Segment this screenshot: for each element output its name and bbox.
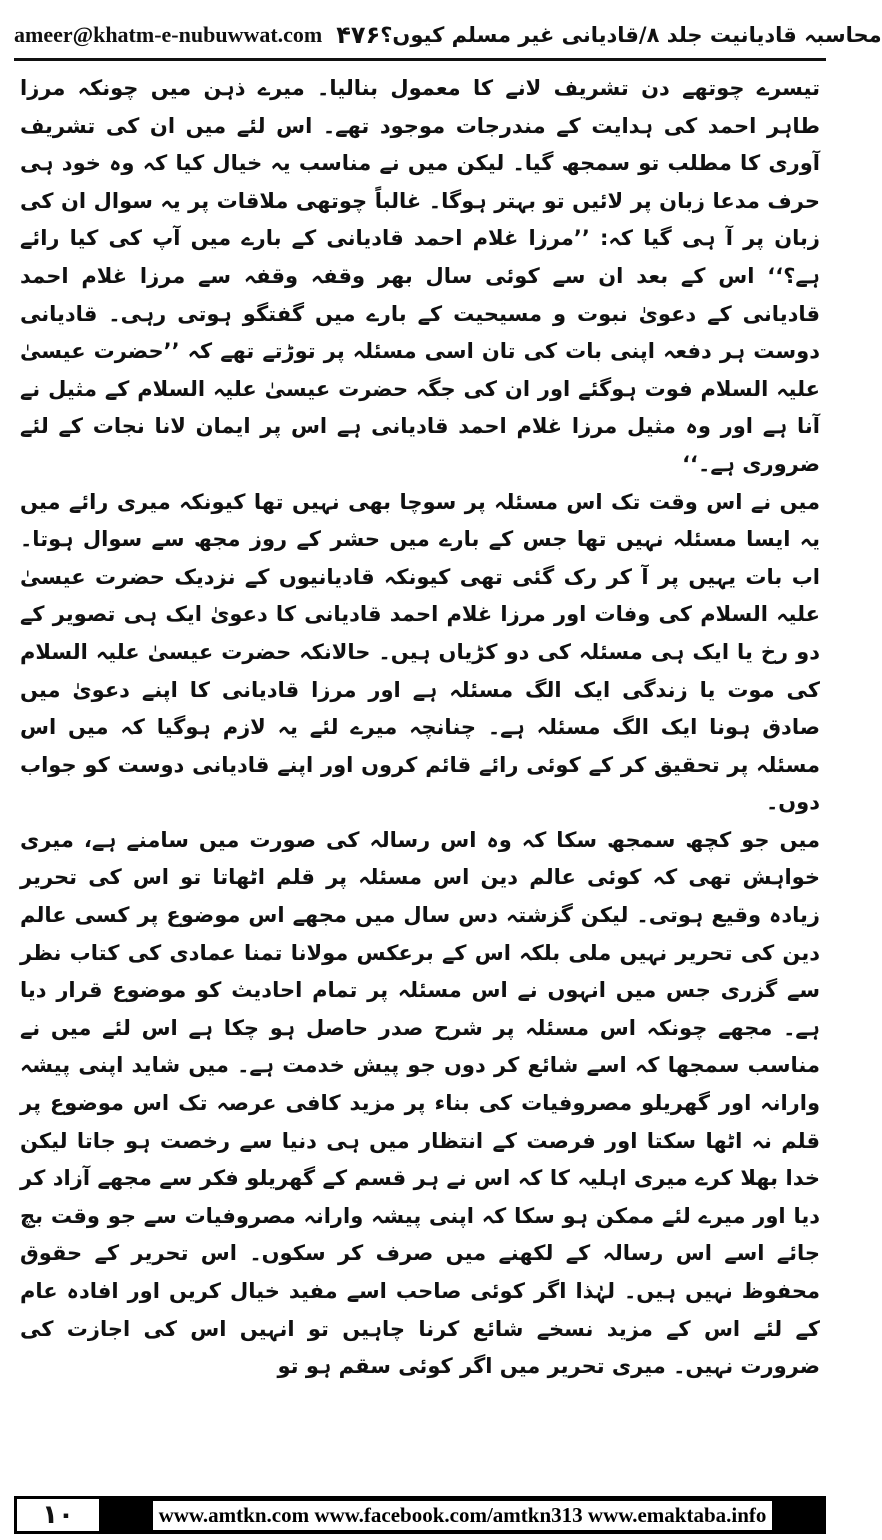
page-footer <box>14 1496 826 1534</box>
footer-bar <box>99 1496 826 1534</box>
footer-links: www.amtkn.com www.facebook.com/amtkn313 www.emaktaba.info <box>153 1501 773 1530</box>
folio-number: ١٠ <box>14 1496 99 1534</box>
header-running-title: محاسبہ قادیانیت جلد ۸/قادیانی غیر مسلم کیوں؟ <box>380 23 882 47</box>
body-text <box>20 70 820 1470</box>
paragraph-1: تیسرے چوتھے دن تشریف لانے کا معمول بنالیا۔ میرے ذہن میں چونکہ مرزا طاہر احمد کی ہدایت کے مندرجات موجود تھے۔ اس لئے میں ان کی تشریف آوری کا مطلب تو سمجھ گیا۔ لیکن میں نے مناسب یہ خیال کیا کہ وہ خود ہی حرف مدعا زبان پر لائیں تو بہتر ہوگا۔ غالباً چوتھی ملاقات پر یہ سوال ان کی زبان پر آ ہی گیا کہ: ’’مرزا غلام احمد قادیانی کے بارے میں آپ کی کیا رائے ہے؟‘‘ اس کے بعد ان سے کوئی سال بھر وقفہ وقفہ سے مرزا غلام احمد قادیانی کے دعویٰ نبوت و مسیحیت کے بارے میں گفتگو ہوتی رہی۔ قادیانی دوست ہر دفعہ اپنی بات کی تان اسی مسئلہ پر توڑتے تھے کہ ’’حضرت عیسیٰ علیہ السلام فوت ہوگئے اور ان کی جگہ حضرت عیسیٰ علیہ السلام کے مثیل نے آنا ہے اور وہ مثیل مرزا غلام احمد قادیانی ہے اس پر ایمان لانا نجات کے لئے ضروری ہے۔‘‘ <box>20 76 820 476</box>
paragraph-3: میں جو کچھ سمجھ سکا کہ وہ اس رسالہ کی صورت میں سامنے ہے، میری خواہش تھی کہ کوئی عالم دین اس مسئلہ پر قلم اٹھاتا تو اس کی تحریر زیادہ وقیع ہوتی۔ لیکن گزشتہ دس سال میں مجھے اس موضوع پر کسی عالم دین کی تحریر نہیں ملی بلکہ اس کے برعکس مولانا تمنا عمادی کی کتاب نظر سے گزری جس میں انہوں نے اس مسئلہ پر تمام احادیث کو موضوع قرار دیا ہے۔ مجھے چونکہ اس مسئلہ پر شرح صدر حاصل ہو چکا ہے اس لئے میں نے مناسب سمجھا کہ اسے شائع کر دوں جو پیش خدمت ہے۔ میں شاید اپنی پیشہ وارانہ اور گھریلو مصروفیات کی بناء پر مزید کافی عرصہ تک اس موضوع پر قلم نہ اٹھا سکتا اور فرصت کے انتظار میں ہی دنیا سے رخصت ہو جاتا لیکن خدا بھلا کرے میری اہلیہ کا کہ اس نے ہر قسم کے گھریلو فکر سے مجھے آزاد کر دیا اور میرے لئے ممکن ہو سکا کہ اپنی پیشہ وارانہ مصروفیات سے جو وقت بچ جائے اسے اس رسالہ کے لکھنے میں صرف کر سکوں۔ اس تحریر کے حقوق محفوظ نہیں ہیں۔ لہٰذا اگر کوئی صاحب اسے مفید خیال کریں اور افادہ عام کے لئے اس کے مزید نسخے شائع کرنا چاہیں تو انہیں اس کی اجازت کی ضرورت نہیں۔ میری تحریر میں اگر کوئی سقم ہو تو <box>20 827 820 1379</box>
header-page-number: ۴۷۶ <box>336 21 381 49</box>
paragraph-2: میں نے اس وقت تک اس مسئلہ پر سوچا بھی نہیں تھا کیونکہ میری رائے میں یہ ایسا مسئلہ نہیں تھا جس کے بارے میں حشر کے روز مجھ سے سوال ہوتا۔ اب بات یہیں پر آ کر رک گئی تھی کیونکہ قادیانیوں کے نزدیک حضرت عیسیٰ علیہ السلام کی وفات اور مرزا غلام احمد قادیانی کا دعویٰ ایک ہی تصویر کے دو رخ یا ایک ہی مسئلہ کی دو کڑیاں ہیں۔ حالانکہ حضرت عیسیٰ علیہ السلام کی موت یا زندگی ایک الگ مسئلہ ہے اور مرزا قادیانی کا اپنے دعویٰ میں صادق ہونا ایک الگ مسئلہ ہے۔ چنانچہ میرے لئے یہ لازم ہوگیا کہ میں اس مسئلہ پر تحقیق کر کے کوئی رائے قائم کروں اور اپنے قادیانی دوست کو جواب دوں۔ <box>20 489 820 815</box>
page-header <box>14 12 882 61</box>
header-email: ameer@khatm-e-nubuwwat.com <box>14 22 323 47</box>
